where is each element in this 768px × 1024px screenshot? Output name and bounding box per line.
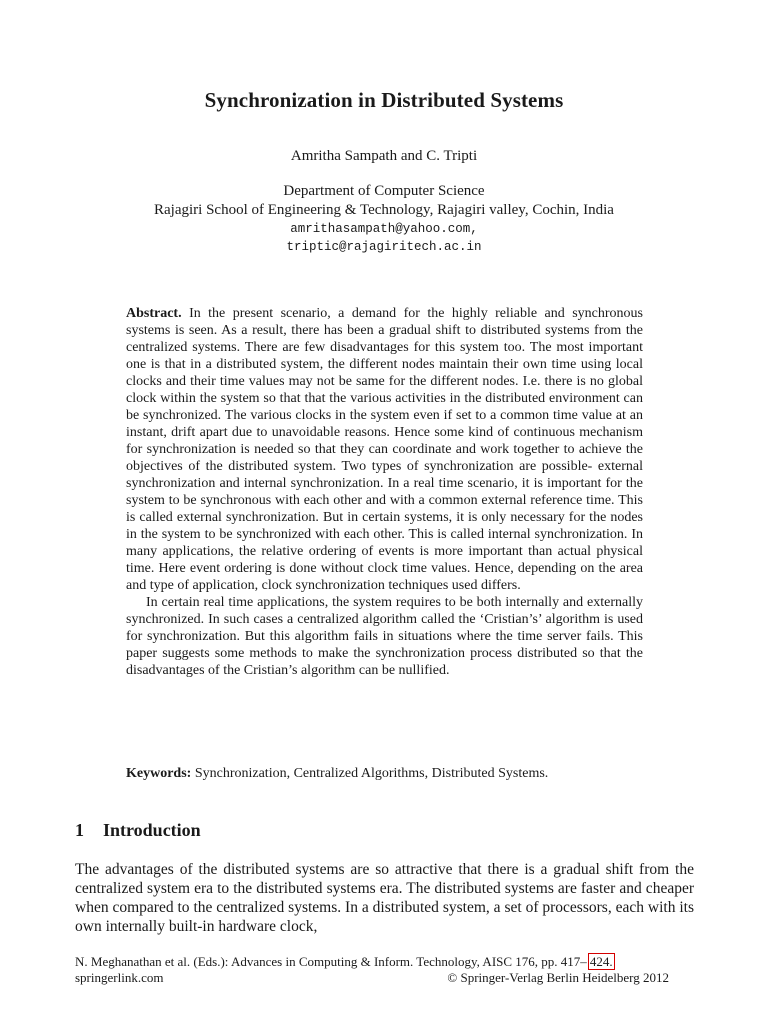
abstract-paragraph-1 — [126, 305, 643, 594]
keywords-label: Keywords: — [126, 766, 192, 781]
institution: Rajagiri School of Engineering & Technology, Rajagiri valley, Cochin, India — [154, 202, 614, 218]
footer-citation — [75, 954, 615, 970]
page-footer — [75, 954, 669, 985]
footer-citation-row — [75, 954, 669, 970]
paper-title: Synchronization in Distributed Systems — [204, 88, 564, 112]
footer-site: springerlink.com — [75, 969, 164, 985]
footer-copyright: © Springer-Verlag Berlin Heidelberg 2012 — [447, 969, 669, 985]
footer-citation-text: N. Meghanathan et al. (Eds.): Advances in Computing & Inform. Technology, AISC 176, pp. 417– — [75, 954, 587, 969]
abstract — [126, 305, 643, 679]
abstract-label: Abstract. — [126, 306, 182, 321]
footer-publisher-row — [75, 970, 669, 986]
authors: Amritha Sampath and C. Tripti — [290, 148, 478, 164]
keywords-text: Synchronization, Centralized Algorithms, Distributed Systems. — [194, 766, 549, 781]
section-heading-introduction — [75, 820, 201, 841]
abstract-paragraph-2: In certain real time applications, the system requires to be both internally and externally synchronized. In such cases a centralized algorithm called the ‘Cristian’s’ algorithm is used for synchronization. But this algorithm fails in situations where the time server fails. This paper suggests some methods to make the synchronization process distributed so that the disadvantages of the Cristian’s algorithm can be nullified. — [126, 595, 643, 678]
email-2: triptic@rajagiritech.ac.in — [286, 240, 482, 254]
introduction-paragraph: The advantages of the distributed systems are so attractive that there is a gradual shift from the centralized system era to the distributed systems era. The distributed systems are faster and cheaper when compared to the centralized systems. In a distributed system, a set of processors, each with its own internally built-in hardware clock, — [75, 861, 694, 935]
section-number: 1 — [75, 820, 84, 840]
keywords — [126, 765, 643, 782]
abstract-text-1: In the present scenario, a demand for the highly reliable and synchronous systems is seen. As a result, there has been a gradual shift to distributed systems from the centralized systems. There are few disadvantages for this system too. The most important one is that in a distributed system, the different nodes maintain their own time using local clocks and their time values may not be same for the different nodes. I.e. there is no global clock within the system so that that the various activities in the distributed environment can be synchronized. The various clocks in the system even if set to a common time value at an instant, drift apart due to unavoidable reasons. Hence some kind of continuous mechanism for synchronization is needed so that they can coordinate and work together to achieve the objectives of the distributed system. Two types of synchronization are possible- external synchronization and internal synchronization. In a real time scenario, it is important for the system to be synchronous with each other and with a common external reference time. This is called external synchronization. But in certain systems, it is only necessary for the nodes in the system to be synchronized with each other. This is called internal synchronization. In many applications, the relative ordering of events is more important than actual physical time. Here event ordering is done without clock time values. Hence, depending on the area and type of application, clock synchronization techniques used differs. — [126, 306, 643, 593]
page-end-link[interactable]: 424. — [589, 954, 613, 969]
affiliation-block — [0, 182, 768, 256]
section-title: Introduction — [103, 820, 201, 840]
department: Department of Computer Science — [283, 183, 485, 199]
email-1: amrithasampath@yahoo.com, — [290, 222, 478, 236]
